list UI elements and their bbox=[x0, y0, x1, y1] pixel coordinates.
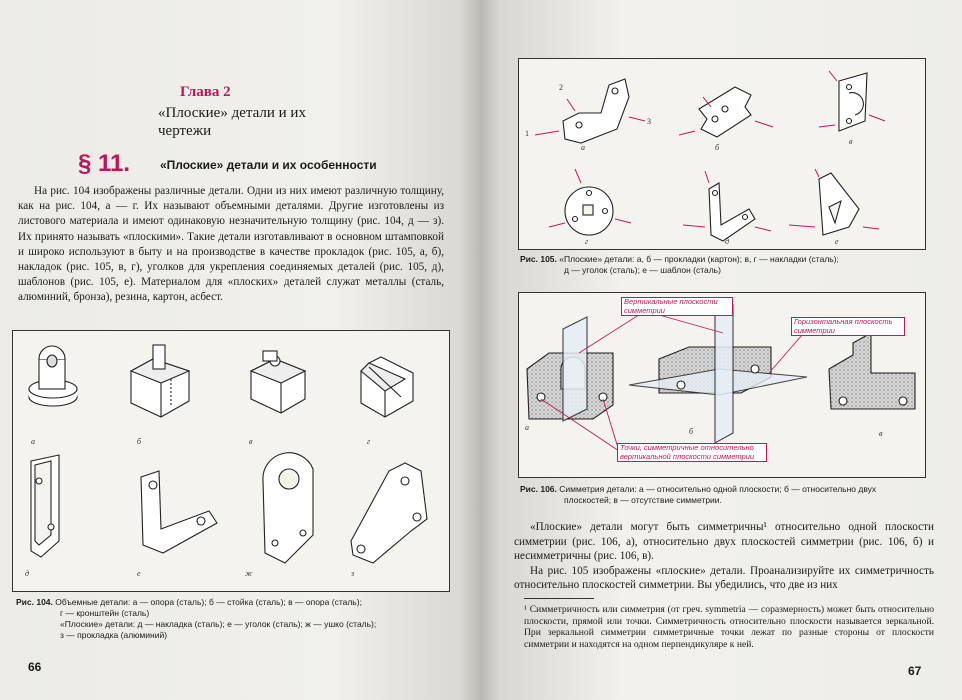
figure-label: в bbox=[249, 437, 253, 446]
part-d-plate bbox=[31, 455, 59, 557]
paragraph: На рис. 104 изображены различные детали. Одни из них имеют различную толщину, как на рис. 104, а — г. Их называют объемными деталями. Другие изготовлены из листового материала и имеют одинаковую незначительную толщину (рис. 104, д — з). Их принято называть «плоскими». Такие детали изготавливают в основном штамповкой и широко используют в быту и на производстве в качестве прокладок (рис. 105, а, б), накладок (рис. 105, в, г), уголков для укрепления соединяемых деталей (рис. 105, д), шаблонов (рис. 105, е). Материалом для «плоских» деталей служат металлы (сталь, алюминий, бронза), резина, картон, асбест. bbox=[18, 185, 444, 304]
part-v-plate bbox=[839, 73, 867, 131]
caption-line: д — уголок (сталь); е — шаблон (сталь) bbox=[564, 265, 721, 275]
part-g-bracket bbox=[361, 357, 413, 417]
axis-label: 3 bbox=[647, 117, 651, 126]
figure-105-drawings bbox=[519, 59, 925, 249]
caption-prefix: Рис. 106. bbox=[520, 484, 557, 494]
figure-label: д bbox=[725, 237, 730, 246]
caption-line: «Плоские» детали: д — накладка (сталь); е — уголок (сталь); ж — ушко (сталь); bbox=[60, 619, 377, 629]
paragraph: «Плоские» детали могут быть симметричны¹ относительно одной плоскости симметрии (рис. 106, а), относительно двух плоскостей симметрии (рис. 106, б) и несимметричны (рис. 106, в). bbox=[514, 521, 934, 563]
caption-line: Симметрия детали: а — относительно одной плоскости; б — относительно двух bbox=[559, 484, 877, 494]
caption-105 bbox=[520, 254, 940, 276]
page-number-right: 67 bbox=[908, 664, 922, 678]
caption-line: Объемные детали: а — опора (сталь); б — стойка (сталь); в — опора (сталь); bbox=[55, 597, 362, 607]
figure-label: д bbox=[25, 569, 30, 578]
figure-label: б bbox=[137, 437, 142, 446]
part-b-stand bbox=[131, 345, 189, 417]
axis-label: 1 bbox=[525, 129, 529, 138]
callout-vertical-planes: Вертикальные плоскости симметрии bbox=[621, 297, 733, 316]
caption-prefix: Рис. 105. bbox=[520, 254, 557, 264]
left-page bbox=[0, 0, 480, 700]
part-e-corner bbox=[141, 471, 217, 553]
part-z-gasket bbox=[351, 463, 427, 563]
section-number: § 11. bbox=[78, 150, 131, 177]
figure-104-drawings bbox=[13, 331, 449, 591]
figure-label: б bbox=[689, 427, 694, 436]
caption-106 bbox=[520, 484, 940, 506]
figure-label: а bbox=[581, 143, 585, 152]
right-page bbox=[480, 0, 962, 700]
figure-label: е bbox=[835, 237, 839, 246]
figure-104 bbox=[12, 330, 450, 592]
figure-label: г bbox=[367, 437, 371, 446]
caption-prefix: Рис. 104. bbox=[16, 597, 53, 607]
caption-line: г — кронштейн (сталь) bbox=[60, 608, 150, 618]
figure-label: е bbox=[137, 569, 141, 578]
callout-symmetric-points: Точки, симметричные относительно вертикальной плоскости симметрии bbox=[617, 443, 767, 462]
part-a-gasket bbox=[563, 79, 629, 143]
figure-106 bbox=[518, 292, 926, 478]
caption-line: «Плоские» детали: а, б — прокладки (картон); в, г — накладки (сталь); bbox=[559, 254, 839, 264]
page-number-left: 66 bbox=[28, 660, 42, 674]
figure-label: а bbox=[525, 423, 529, 432]
chapter-heading: Глава 2 bbox=[180, 84, 231, 100]
axis-label: 2 bbox=[559, 83, 563, 92]
figure-label: в bbox=[849, 137, 853, 146]
figure-label: з bbox=[351, 569, 355, 578]
footnote-rule bbox=[524, 598, 594, 599]
caption-104 bbox=[16, 597, 456, 641]
figure-label: г bbox=[585, 237, 589, 246]
part-zh-eye bbox=[263, 453, 313, 563]
figure-label: в bbox=[879, 429, 883, 438]
figure-label: б bbox=[715, 143, 720, 152]
footnote: ¹ Симметричность или симметрия (от греч. symmetria — соразмерность) может быть относительно плоскости, прямой или точки. Симметричность относительно плоскости называется зеркальной. При зеркальной симметрии симметричные точки лежат по разные стороны от плоскости симметрии и находятся на одном перпендикуляре к ней. bbox=[524, 604, 934, 650]
section-title: «Плоские» детали и их особенности bbox=[160, 158, 377, 172]
figure-label: а bbox=[31, 437, 35, 446]
callout-horizontal-plane: Горизонтальная плоскость симметрии bbox=[791, 317, 905, 336]
part-v-support bbox=[251, 351, 305, 413]
caption-line: плоскостей; в — отсутствие симметрии. bbox=[564, 495, 722, 505]
chapter-subtitle: «Плоские» детали и их чертежи bbox=[158, 105, 306, 139]
part-a-support bbox=[29, 346, 77, 406]
figure-label: ж bbox=[245, 569, 253, 578]
left-body-text bbox=[18, 184, 444, 306]
right-body-text bbox=[514, 520, 934, 593]
paragraph: На рис. 105 изображены «плоские» детали. Проанализируйте их симметричность относительно плоскостей симметрии. Вы убедились, что две из них bbox=[514, 564, 934, 592]
figure-105 bbox=[518, 58, 926, 250]
caption-line: з — прокладка (алюминий) bbox=[60, 630, 168, 640]
